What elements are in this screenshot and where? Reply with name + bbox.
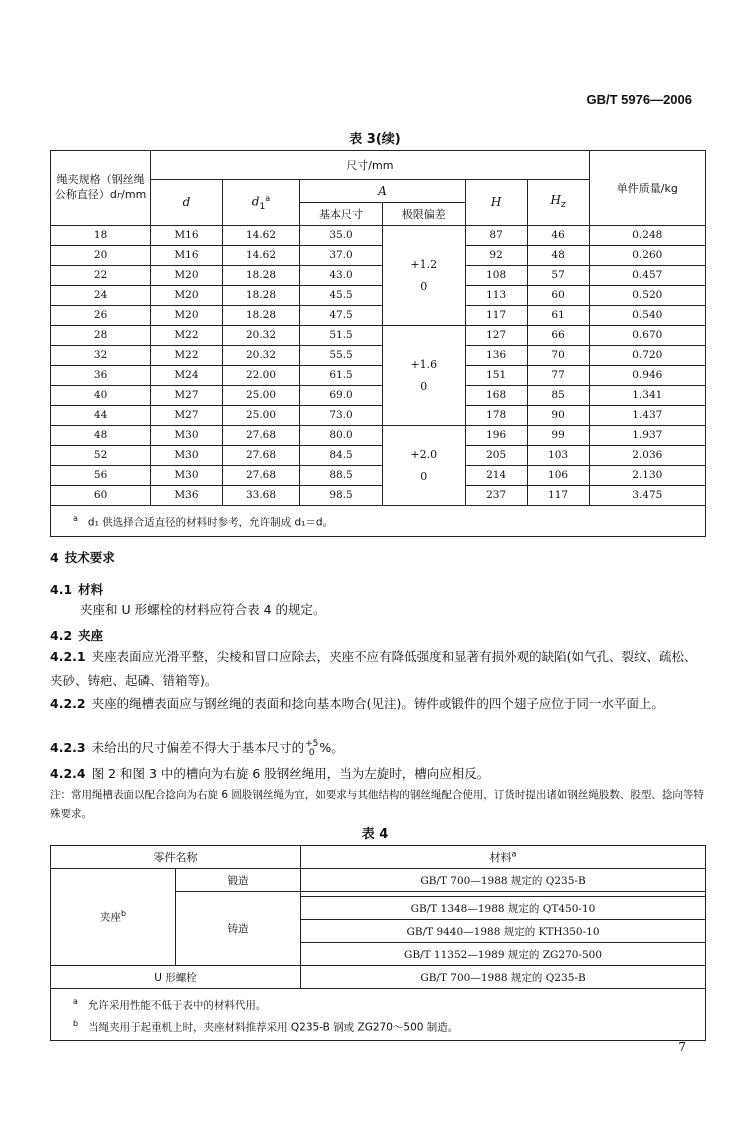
cell-H: 136 <box>465 346 527 366</box>
cell-spec: 22 <box>51 266 151 286</box>
table3-footnote-row <box>51 506 706 537</box>
cell-spec: 26 <box>51 306 151 326</box>
cell-H: 92 <box>465 246 527 266</box>
cell-Hz: 85 <box>527 386 589 406</box>
cell-Hz: 66 <box>527 326 589 346</box>
cell-d: M30 <box>151 466 223 486</box>
cell-basic: 51.5 <box>300 326 383 346</box>
cell-basic: 47.5 <box>300 306 383 326</box>
cell-Hz: 99 <box>527 426 589 446</box>
t4-forged-material: GB/T 700—1988 规定的 Q235-B <box>301 869 706 892</box>
cell-basic: 45.5 <box>300 286 383 306</box>
cell-basic: 80.0 <box>300 426 383 446</box>
tolerance-upper: +1.6 <box>410 357 438 371</box>
cell-Hz: 90 <box>527 406 589 426</box>
cell-d: M36 <box>151 486 223 506</box>
cell-d1: 20.32 <box>222 346 300 366</box>
cell-basic: 37.0 <box>300 246 383 266</box>
cell-Hz: 48 <box>527 246 589 266</box>
t4-header-part: 零件名称 <box>51 846 301 869</box>
cell-mass: 0.720 <box>589 346 705 366</box>
cell-Hz: 103 <box>527 446 589 466</box>
cell-basic: 88.5 <box>300 466 383 486</box>
cell-Hz: 77 <box>527 366 589 386</box>
t4-ubolt-material: GB/T 700—1988 规定的 Q235-B <box>301 966 706 989</box>
cell-basic: 84.5 <box>300 446 383 466</box>
table-row <box>51 246 706 266</box>
header-spec: 绳夹规格（钢丝绳公称直径）dr/mm <box>51 151 151 226</box>
cell-d: M22 <box>151 326 223 346</box>
table-row <box>51 486 706 506</box>
cell-mass: 1.437 <box>589 406 705 426</box>
t4-ubolt: U 形螺栓 <box>51 966 301 989</box>
table3-footnote: $^a$ d₁ 供选择合适直径的材料时参考，允许制成 d₁＝d。 <box>51 506 706 537</box>
cell-tolerance <box>382 226 465 326</box>
section-4-2-title: 4.2 夹座 <box>50 628 104 643</box>
section-4-2-2: 4.2.2 夹座的绳槽表面应与钢丝绳的表面和捻向基本吻合(见注)。铸件或锻件的四个翅子应位于同一水平面上。 <box>50 696 664 711</box>
cell-basic: 35.0 <box>300 226 383 246</box>
t4-seat: 夹座$^b$ <box>51 869 176 966</box>
cell-mass: 2.130 <box>589 466 705 486</box>
cell-d1: 27.68 <box>222 446 300 466</box>
cell-d1: 25.00 <box>222 386 300 406</box>
cell-H: 108 <box>465 266 527 286</box>
cell-Hz: 46 <box>527 226 589 246</box>
table-row <box>51 326 706 346</box>
cell-H: 205 <box>465 446 527 466</box>
header-Hz: $H_z$ <box>527 180 589 226</box>
table-row <box>51 306 706 326</box>
section-4-2-1: 4.2.1 夹座表面应光滑平整，尖棱和冒口应除去，夹座不应有降低强度和显著有损外观的缺陷(如气孔、裂纹、疏松、夹砂、铸疤、起磷、错箱等)。 <box>50 649 697 688</box>
cell-d1: 27.68 <box>222 466 300 486</box>
table-row <box>51 426 706 446</box>
table-row <box>51 286 706 306</box>
header-basic: 基本尺寸 <box>300 203 383 226</box>
table-row <box>51 466 706 486</box>
cell-spec: 24 <box>51 286 151 306</box>
t4-footnotes <box>51 989 706 1041</box>
cell-d: M27 <box>151 406 223 426</box>
t4-cast: 铸造 <box>176 892 301 966</box>
cell-d: M20 <box>151 266 223 286</box>
section-4-1-text: 夹座和 U 形螺栓的材料应符合表 4 的规定。 <box>80 602 326 617</box>
table3-caption: 表 3(续) <box>349 132 401 147</box>
cell-H: 214 <box>465 466 527 486</box>
tolerance-lower: 0 <box>420 279 428 293</box>
cell-d: M30 <box>151 426 223 446</box>
cell-mass: 0.260 <box>589 246 705 266</box>
section-4-1-title: 4.1 材料 <box>50 582 104 597</box>
cell-Hz: 70 <box>527 346 589 366</box>
header-A: A <box>300 180 465 203</box>
cell-spec: 40 <box>51 386 151 406</box>
page-number: 7 <box>678 1040 686 1054</box>
cell-d1: 20.32 <box>222 326 300 346</box>
cell-mass: 0.670 <box>589 326 705 346</box>
t4-footnote-a: $^a$ 允许采用性能不低于表中的材料代用。 <box>73 997 267 1012</box>
table-row <box>51 446 706 466</box>
cell-H: 178 <box>465 406 527 426</box>
t4-cast-material: GB/T 1348—1988 规定的 QT450-10 <box>301 897 706 920</box>
cell-H: 117 <box>465 306 527 326</box>
cell-mass: 0.457 <box>589 266 705 286</box>
section-4-note: 注：常用绳槽表面以配合捻向为右旋 6 圆股钢丝绳为宜，如要求与其他结构的钢丝绳配合使用，订货时提出诸如钢丝绳股数、股型、捻向等特殊要求。 <box>50 789 704 820</box>
cell-mass: 0.946 <box>589 366 705 386</box>
t4-header-material: 材料$^a$ <box>301 846 706 869</box>
cell-H: 127 <box>465 326 527 346</box>
cell-spec: 56 <box>51 466 151 486</box>
tolerance-lower: 0 <box>420 379 428 393</box>
cell-Hz: 106 <box>527 466 589 486</box>
cell-spec: 36 <box>51 366 151 386</box>
cell-Hz: 117 <box>527 486 589 506</box>
cell-Hz: 61 <box>527 306 589 326</box>
cell-basic: 55.5 <box>300 346 383 366</box>
tolerance-upper: +2.0 <box>410 447 438 461</box>
cell-d1: 14.62 <box>222 246 300 266</box>
cell-basic: 73.0 <box>300 406 383 426</box>
cell-basic: 98.5 <box>300 486 383 506</box>
cell-d1: 18.28 <box>222 266 300 286</box>
cell-spec: 20 <box>51 246 151 266</box>
table-row <box>51 226 706 246</box>
table-row <box>51 346 706 366</box>
cell-d1: 33.68 <box>222 486 300 506</box>
cell-H: 237 <box>465 486 527 506</box>
table3-body <box>51 226 706 537</box>
cell-spec: 48 <box>51 426 151 446</box>
tolerance-lower: 0 <box>420 469 428 483</box>
cell-mass: 3.475 <box>589 486 705 506</box>
cell-Hz: 57 <box>527 266 589 286</box>
table3 <box>50 150 706 537</box>
cell-d: M24 <box>151 366 223 386</box>
cell-spec: 32 <box>51 346 151 366</box>
cell-Hz: 60 <box>527 286 589 306</box>
cell-spec: 44 <box>51 406 151 426</box>
table-row <box>51 406 706 426</box>
cell-d: M30 <box>151 446 223 466</box>
t4-forged: 锻造 <box>176 869 301 892</box>
cell-mass: 1.341 <box>589 386 705 406</box>
header-mass: 单件质量/kg <box>589 151 705 226</box>
cell-H: 87 <box>465 226 527 246</box>
section-4-2-3: 4.2.3 未给出的尺寸偏差不得大于基本尺寸的+5 0 %。 <box>50 738 344 758</box>
cell-mass: 2.036 <box>589 446 705 466</box>
cell-d: M20 <box>151 306 223 326</box>
standard-code: GB/T 5976—2006 <box>586 92 692 107</box>
header-d: d <box>151 180 223 226</box>
cell-d1: 18.28 <box>222 286 300 306</box>
section-4-title: 4 技术要求 <box>50 550 115 565</box>
cell-d1: 18.28 <box>222 306 300 326</box>
table4-caption: 表 4 <box>361 827 389 842</box>
header-H: H <box>465 180 527 226</box>
header-d1: $d_1^a$ <box>222 180 300 226</box>
cell-mass: 0.540 <box>589 306 705 326</box>
table-row <box>51 386 706 406</box>
tolerance-fraction: +5 0 <box>305 738 319 758</box>
cell-H: 196 <box>465 426 527 446</box>
cell-spec: 52 <box>51 446 151 466</box>
t4-cast-material: GB/T 9440—1988 规定的 KTH350-10 <box>301 920 706 943</box>
cell-H: 151 <box>465 366 527 386</box>
tolerance-upper: +1.2 <box>410 257 438 271</box>
table-row <box>51 366 706 386</box>
cell-d: M22 <box>151 346 223 366</box>
cell-d1: 22.00 <box>222 366 300 386</box>
cell-basic: 43.0 <box>300 266 383 286</box>
cell-basic: 61.5 <box>300 366 383 386</box>
cell-mass: 1.937 <box>589 426 705 446</box>
cell-basic: 69.0 <box>300 386 383 406</box>
cell-H: 168 <box>465 386 527 406</box>
t4-footnote-b: $^b$ 当绳夹用于起重机上时，夹座材料推荐采用 Q235-B 钢或 ZG270～500 制造。 <box>73 1018 459 1033</box>
cell-H: 113 <box>465 286 527 306</box>
cell-d1: 14.62 <box>222 226 300 246</box>
cell-tolerance <box>382 426 465 506</box>
cell-d1: 27.68 <box>222 426 300 446</box>
header-tolerance: 极限偏差 <box>382 203 465 226</box>
cell-tolerance <box>382 326 465 426</box>
cell-d: M20 <box>151 286 223 306</box>
cell-d1: 25.00 <box>222 406 300 426</box>
cell-mass: 0.248 <box>589 226 705 246</box>
cell-spec: 28 <box>51 326 151 346</box>
cell-spec: 60 <box>51 486 151 506</box>
cell-spec: 18 <box>51 226 151 246</box>
cell-d: M16 <box>151 226 223 246</box>
cell-d: M27 <box>151 386 223 406</box>
header-dimensions: 尺寸/mm <box>151 151 589 180</box>
cell-mass: 0.520 <box>589 286 705 306</box>
section-4-2-4: 4.2.4 图 2 和图 3 中的槽向为右旋 6 股钢丝绳用，当为左旋时，槽向应相反。 <box>50 766 490 781</box>
t4-cast-material: GB/T 11352—1989 规定的 ZG270-500 <box>301 943 706 966</box>
table4 <box>50 845 706 1041</box>
table-row <box>51 266 706 286</box>
cell-d: M16 <box>151 246 223 266</box>
